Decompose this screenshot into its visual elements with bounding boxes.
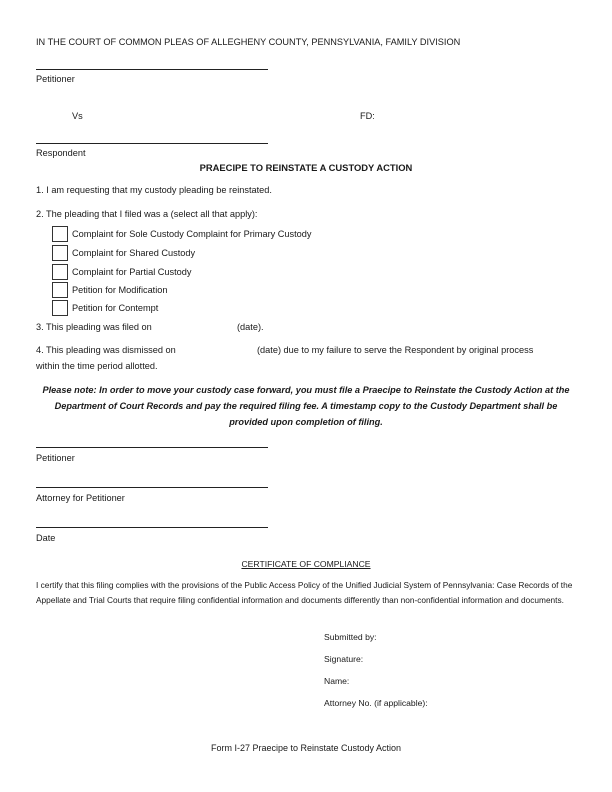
petitioner-signature-line[interactable] (36, 447, 268, 448)
item-3-suffix: (date). (237, 322, 264, 332)
checkbox-label: Complaint for Sole Custody Complaint for Primary Custody (72, 229, 312, 239)
checkbox-petition-modification[interactable] (52, 282, 68, 298)
date-label: Date (36, 533, 56, 543)
item-2: 2. The pleading that I filed was a (select all that apply): (36, 209, 258, 219)
petitioner-label: Petitioner (36, 74, 75, 84)
checkbox-row-partial[interactable] (52, 263, 192, 281)
item-1: 1. I am requesting that my custody pleading be reinstated. (36, 185, 272, 195)
filing-note: Please note: In order to move your custody case forward, you must file a Praecipe to Reinstate the Custody Action at the Department of Court Records and pay the required filing fee. A timestamp copy to the Custody Department shall be provided upon completion of filing. (42, 385, 570, 427)
checkbox-row-contempt[interactable] (52, 299, 158, 317)
attorney-signature-label: Attorney for Petitioner (36, 493, 125, 503)
court-header: IN THE COURT OF COMMON PLEAS OF ALLEGHENY COUNTY, PENNSYLVANIA, FAMILY DIVISION (36, 37, 461, 47)
item-4-continuation: within the time period allotted. (36, 361, 158, 371)
item-4-prefix: 4. This pleading was dismissed on (36, 345, 176, 355)
item-4-suffix: (date) due to my failure to serve the Respondent by original process (257, 345, 534, 355)
vs-label: Vs (72, 111, 83, 121)
respondent-name-line[interactable] (36, 143, 268, 144)
respondent-label: Respondent (36, 148, 86, 158)
attorney-number-label: Attorney No. (if applicable): (324, 698, 428, 708)
name-label: Name: (324, 676, 350, 686)
petitioner-name-line[interactable] (36, 69, 268, 70)
checkbox-shared-custody[interactable] (52, 245, 68, 261)
fd-label: FD: (360, 111, 375, 121)
submitted-by-label: Submitted by: (324, 632, 377, 642)
checkbox-row-modification[interactable] (52, 281, 168, 299)
checkbox-sole-primary-custody[interactable] (52, 226, 68, 242)
checkbox-row-shared[interactable] (52, 244, 195, 262)
item-3-prefix: 3. This pleading was filed on (36, 322, 152, 332)
form-footer: Form I-27 Praecipe to Reinstate Custody Action (210, 743, 402, 753)
signature-label: Signature: (324, 654, 364, 664)
date-line[interactable] (36, 527, 268, 528)
checkbox-partial-custody[interactable] (52, 264, 68, 280)
checkbox-label: Complaint for Partial Custody (72, 267, 192, 277)
checkbox-label: Complaint for Shared Custody (72, 248, 196, 258)
checkbox-label: Petition for Contempt (72, 303, 159, 313)
petitioner-signature-label: Petitioner (36, 453, 75, 463)
attorney-signature-line[interactable] (36, 487, 268, 488)
checkbox-petition-contempt[interactable] (52, 300, 68, 316)
certificate-text: I certify that this filing complies with the provisions of the Public Access Policy of the Unified Judicial System of Pennsylvania: Case Records of the Appellate and Trial Courts that require filing confidential information and documents differently than non-confidential information and documents. (36, 580, 573, 605)
checkbox-label: Petition for Modification (72, 285, 168, 295)
checkbox-row-sole-primary[interactable] (52, 225, 311, 243)
document-title: PRAECIPE TO REINSTATE A CUSTODY ACTION (199, 162, 413, 173)
certificate-title: CERTIFICATE OF COMPLIANCE (241, 559, 371, 569)
